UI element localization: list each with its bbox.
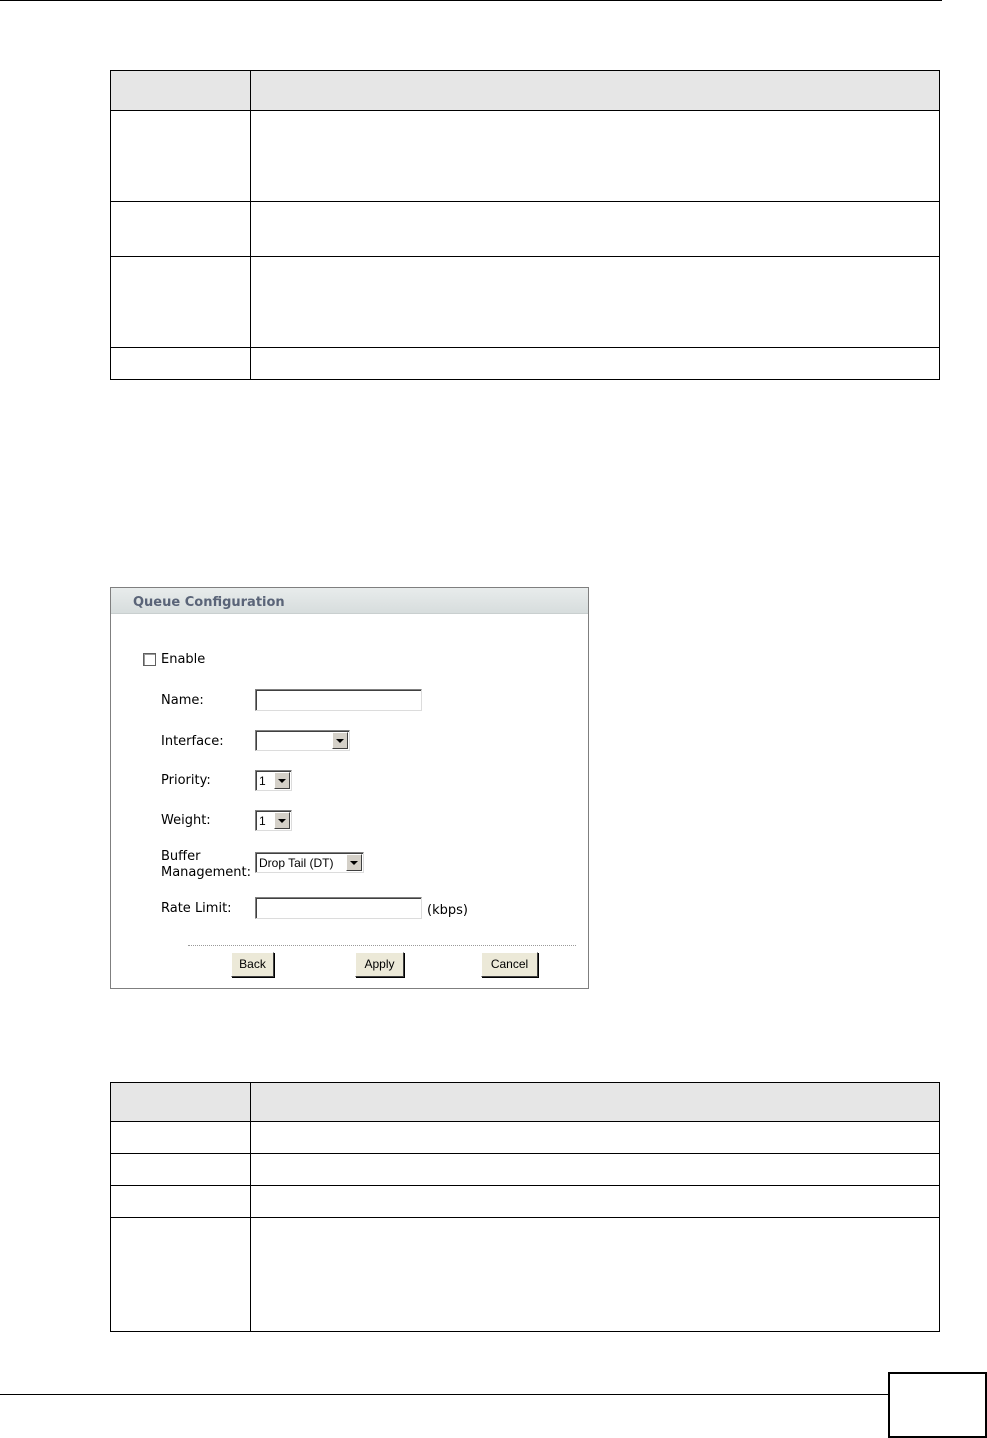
table-header-description [251, 71, 940, 111]
panel-header [111, 588, 588, 614]
name-input[interactable] [255, 689, 422, 711]
weight-select-value: 1 [259, 814, 266, 828]
priority-label: Priority: [161, 773, 211, 788]
weight-label: Weight: [161, 813, 211, 828]
table-row [111, 1186, 940, 1218]
table-row [111, 1154, 940, 1186]
chevron-down-icon[interactable] [274, 772, 290, 789]
footer-rule [0, 1394, 888, 1395]
field-description-table-bottom [110, 1082, 940, 1332]
buffer-management-select[interactable] [255, 852, 364, 873]
table-row [111, 202, 940, 257]
table-row [111, 257, 940, 348]
rate-limit-input[interactable] [255, 897, 422, 919]
chevron-down-icon[interactable] [332, 732, 348, 749]
buffer-label-line2: Management: [161, 865, 252, 880]
rate-limit-unit: (kbps) [427, 903, 468, 918]
weight-select[interactable] [255, 810, 292, 831]
chevron-down-icon[interactable] [274, 812, 290, 829]
interface-select[interactable] [255, 730, 350, 751]
enable-checkbox[interactable] [143, 653, 156, 666]
table-header-label [111, 71, 251, 111]
back-button[interactable]: Back [231, 952, 274, 977]
table-row [111, 1122, 940, 1154]
enable-label: Enable [161, 652, 206, 667]
queue-configuration-panel [110, 587, 589, 989]
button-divider [188, 945, 576, 946]
header-rule [0, 0, 942, 1]
table-row [111, 348, 940, 380]
interface-label: Interface: [161, 734, 224, 749]
cancel-button[interactable]: Cancel [481, 952, 538, 977]
name-label: Name: [161, 693, 204, 708]
table-row [111, 1218, 940, 1332]
table-row [111, 111, 940, 202]
field-description-table-top [110, 70, 940, 380]
table-header-row [111, 1083, 940, 1122]
buffer-label-line1: Buffer [161, 849, 201, 864]
priority-select[interactable] [255, 770, 292, 791]
panel-title: Queue Configuration [133, 595, 285, 610]
page-number-box [888, 1372, 987, 1438]
table-header-label [111, 1083, 251, 1122]
rate-limit-label: Rate Limit: [161, 901, 232, 916]
table-header-description [251, 1083, 940, 1122]
apply-button[interactable]: Apply [355, 952, 404, 977]
table-header-row [111, 71, 940, 111]
chevron-down-icon[interactable] [346, 854, 362, 871]
priority-select-value: 1 [259, 774, 266, 788]
buffer-management-select-value: Drop Tail (DT) [259, 856, 334, 870]
